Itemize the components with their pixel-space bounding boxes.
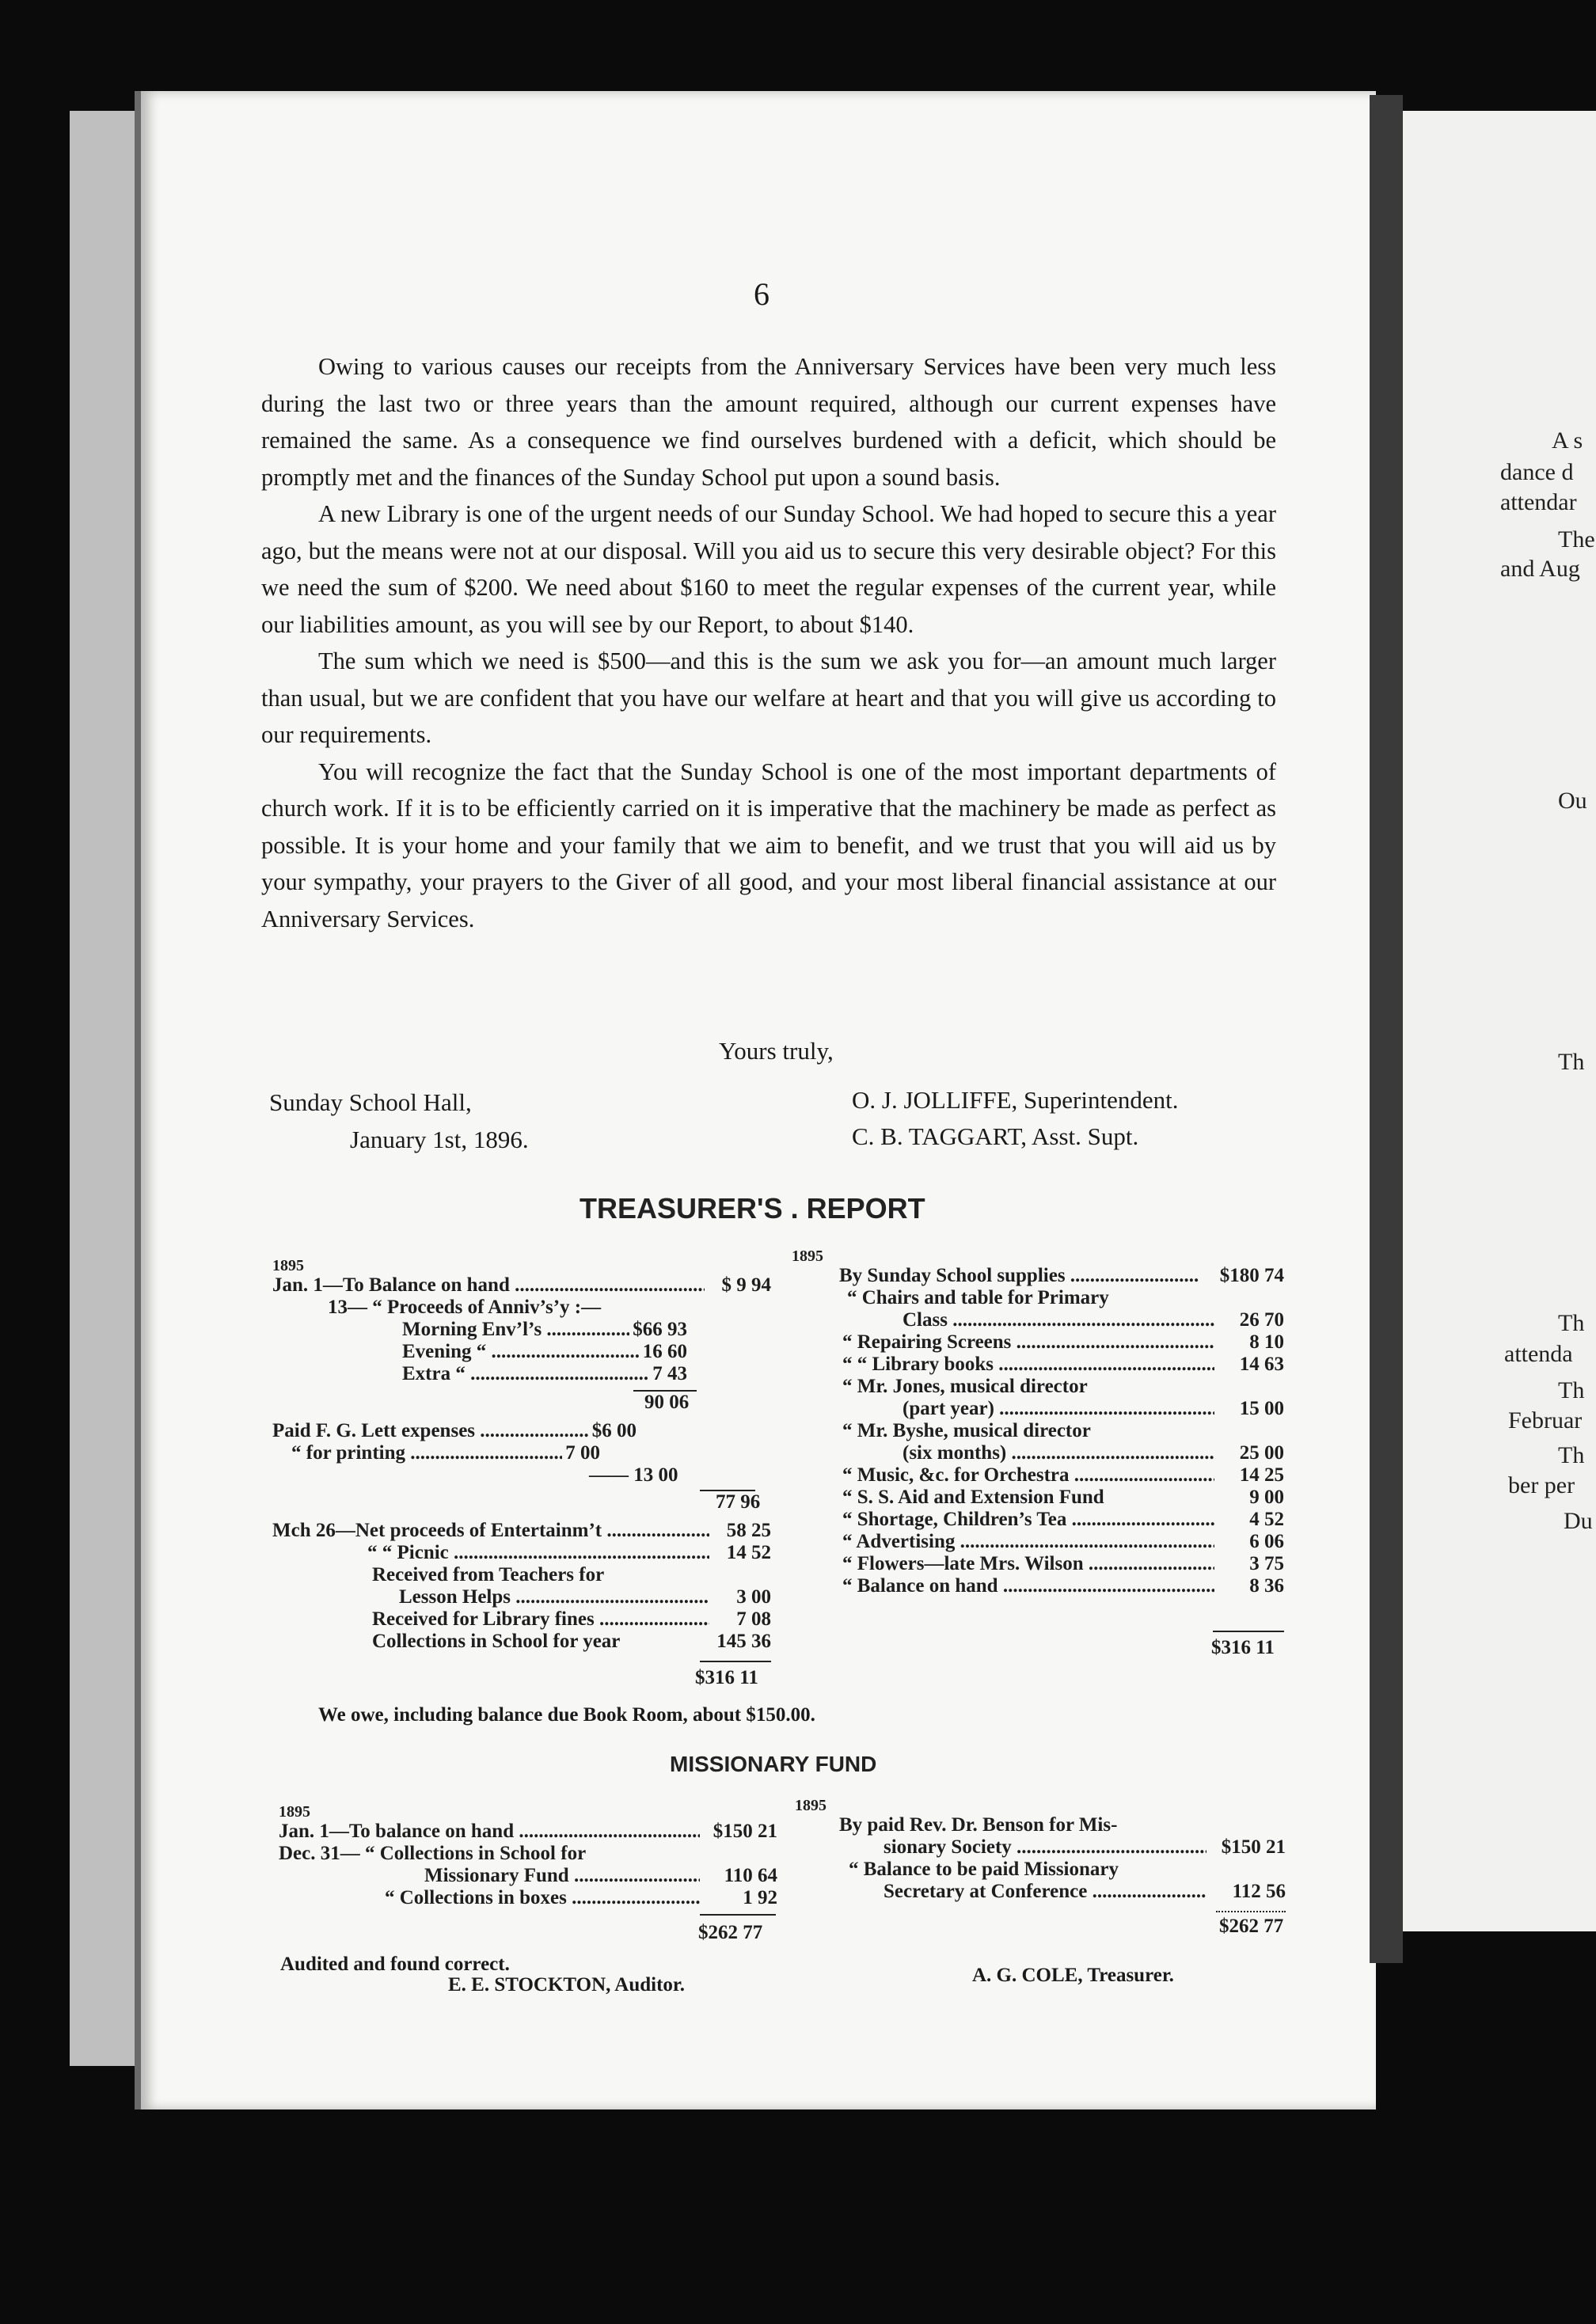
ledger-row: “ Balance on hand ..... 8 36 bbox=[792, 1575, 1284, 1597]
missionary-fund-heading: MISSIONARY FUND bbox=[670, 1752, 877, 1776]
expenditures-ledger bbox=[792, 1247, 1284, 1659]
ledger-row: Collections in School for year 145 36 bbox=[372, 1631, 771, 1652]
letter-paragraph: The sum which we need is $500—and this is the sum we ask you for—an amount much larger than usual, but we are confident that you have our welfare at heart and that you will give us according to our requirements. bbox=[261, 647, 1276, 748]
letter-paragraph: A new Library is one of the urgent needs of our Sunday School. We had hoped to secure this a year ago, but the means were not at our disposal. Will you aid us to secure this very desirable object? For this we need the sum of $200. We need about $160 to meet the regular expenses of the current year, while our liabilities amount, as you will see by our Report, to about $140. bbox=[261, 500, 1276, 638]
ledger-row: Dec. 31— “ Collections in School for bbox=[279, 1843, 587, 1864]
ledger-row: “ Shortage, Children’s Tea ..... 4 52 bbox=[792, 1509, 1284, 1531]
facing-text: Th bbox=[1558, 1310, 1585, 1336]
ledger-row: Evening “ ..... 16 60 bbox=[272, 1341, 687, 1363]
ledger-total: $316 11 bbox=[695, 1667, 758, 1688]
assistant-signature: C. B. TAGGART, Asst. Supt. bbox=[852, 1122, 1139, 1150]
ledger-row: “ Balance to be paid Missionary bbox=[849, 1859, 1119, 1880]
ledger-row: (six months) ..... 25 00 bbox=[792, 1442, 1284, 1464]
ledger-row: By paid Rev. Dr. Benson for Mis- bbox=[839, 1814, 1118, 1836]
ledger-row: “ Music, &c. for Orchestra ..... 14 25 bbox=[792, 1464, 1284, 1487]
ledger-row: “ Mr. Byshe, musical director bbox=[842, 1420, 1091, 1441]
ledger-subtotal: 77 96 bbox=[716, 1491, 761, 1513]
facing-text: Ou bbox=[1558, 788, 1587, 814]
ledger-year: 1895 bbox=[795, 1797, 826, 1814]
ledger-total: $262 77 bbox=[698, 1922, 763, 1943]
facing-text: attendar bbox=[1500, 489, 1577, 515]
audit-statement: Audited and found correct. bbox=[280, 1954, 510, 1975]
ledger-row: Jan. 1—To Balance on hand ..... $ 9 94 bbox=[272, 1274, 771, 1297]
ledger-row: 13— “ Proceeds of Anniv’s’y :— bbox=[328, 1297, 602, 1318]
ledger-total: $262 77 bbox=[1219, 1916, 1284, 1937]
superintendent-signature: O. J. JOLLIFFE, Superintendent. bbox=[852, 1086, 1179, 1114]
ledger-total: $316 11 bbox=[1211, 1637, 1275, 1658]
facing-text: dance d bbox=[1500, 459, 1574, 485]
ledger-row: “ Advertising ..... 6 06 bbox=[792, 1531, 1284, 1553]
ledger-year: 1895 bbox=[272, 1257, 304, 1274]
ledger-rule bbox=[1216, 1911, 1286, 1912]
closing-salutation: Yours truly, bbox=[719, 1037, 834, 1065]
facing-text: The bbox=[1558, 526, 1595, 553]
ledger-row: Class ..... 26 70 bbox=[792, 1309, 1284, 1331]
ledger-row: Mch 26—Net proceeds of Entertainm’t ..... 58 25 bbox=[272, 1520, 771, 1542]
ledger-row: “ Chairs and table for Primary bbox=[847, 1287, 1109, 1308]
ledger-row: Extra “ ..... 7 43 bbox=[272, 1363, 687, 1385]
liabilities-note: We owe, including balance due Book Room, about $150.00. bbox=[318, 1704, 815, 1726]
facing-text: Th bbox=[1558, 1442, 1585, 1468]
letter-date: January 1st, 1896. bbox=[350, 1126, 529, 1153]
ledger-subtotal: —— 13 00 bbox=[589, 1464, 678, 1486]
ledger-row: Morning Env’l’s ..... $66 93 bbox=[272, 1319, 687, 1341]
auditor-signature: E. E. STOCKTON, Auditor. bbox=[448, 1974, 685, 1996]
facing-text: A s bbox=[1552, 427, 1583, 454]
facing-text: and Aug bbox=[1500, 556, 1580, 582]
letter-place: Sunday School Hall, bbox=[269, 1088, 472, 1116]
letter-paragraph: Owing to various causes our receipts from the Anniversary Services have been very much less during the last two or three years than the amount required, although our current expenses have remained the same. As a consequence we find ourselves burdened with a deficit, which should be promptly met and the finances of the Sunday School put upon a sound basis. bbox=[261, 353, 1276, 491]
ledger-year: 1895 bbox=[279, 1803, 310, 1821]
ledger-row: “ S. S. Aid and Extension Fund 9 00 bbox=[842, 1487, 1284, 1508]
ledger-row: “ Flowers—late Mrs. Wilson ..... 3 75 bbox=[792, 1553, 1284, 1575]
facing-text: ber per bbox=[1508, 1472, 1575, 1498]
ledger-row: (part year) ..... 15 00 bbox=[792, 1398, 1284, 1420]
letter-body bbox=[261, 348, 1276, 937]
facing-text: Th bbox=[1558, 1049, 1585, 1075]
ledger-rule bbox=[700, 1661, 771, 1662]
ledger-row: Lesson Helps ..... 3 00 bbox=[272, 1586, 771, 1608]
treasurer-signature: A. G. COLE, Treasurer. bbox=[972, 1965, 1174, 1986]
ledger-row: sionary Society ..... $150 21 bbox=[795, 1836, 1286, 1859]
ledger-row: Jan. 1—To balance on hand ..... $150 21 bbox=[279, 1821, 777, 1843]
ledger-row: By Sunday School supplies ..... $180 74 bbox=[792, 1265, 1284, 1287]
ledger-row: Received from Teachers for bbox=[372, 1564, 605, 1585]
treasurers-report-heading: TREASURER'S . REPORT bbox=[580, 1192, 925, 1225]
ledger-rule bbox=[700, 1914, 776, 1916]
ledger-subtotal: 90 06 bbox=[644, 1392, 690, 1413]
letter-paragraph: You will recognize the fact that the Sunday School is one of the most important departments of church work. If it is to be efficiently carried on it is imperative that the machinery be made as perfect as possible. It is your home and your family that we aim to benefit, and we trust that you will aid us by your sympathy, your prayers to the Giver of all good, and your most liberal financial assistance at our Anniversary Services. bbox=[261, 758, 1276, 932]
ledger-row: “ for printing ..... 7 00 bbox=[272, 1442, 600, 1464]
ledger-row: “ Mr. Jones, musical director bbox=[842, 1376, 1088, 1397]
ledger-row: Paid F. G. Lett expenses ..... $6 00 bbox=[272, 1420, 636, 1442]
receipts-ledger bbox=[272, 1257, 771, 1689]
facing-page bbox=[1403, 111, 1596, 1931]
ledger-row: Secretary at Conference ..... 112 56 bbox=[795, 1881, 1286, 1903]
page-gutter bbox=[1370, 95, 1403, 1963]
facing-text: attenda bbox=[1504, 1341, 1573, 1367]
facing-text: Th bbox=[1558, 1377, 1585, 1403]
ledger-row: “ Repairing Screens ..... 8 10 bbox=[792, 1331, 1284, 1354]
ledger-row: Received for Library fines ..... 7 08 bbox=[272, 1608, 771, 1631]
facing-text: Du bbox=[1564, 1508, 1593, 1534]
ledger-rule bbox=[1213, 1631, 1284, 1632]
ledger-row: “ “ Picnic ..... 14 52 bbox=[272, 1542, 771, 1564]
ledger-row: “ Collections in boxes ..... 1 92 bbox=[279, 1887, 777, 1909]
page-number: 6 bbox=[754, 276, 770, 312]
ledger-row: “ “ Library books ..... 14 63 bbox=[792, 1354, 1284, 1376]
ledger-row: Missionary Fund ..... 110 64 bbox=[279, 1865, 777, 1887]
missionary-receipts-ledger bbox=[279, 1803, 777, 1944]
ledger-year: 1895 bbox=[792, 1247, 823, 1265]
facing-text: Februar bbox=[1508, 1407, 1583, 1434]
missionary-payments-ledger bbox=[795, 1797, 1286, 1938]
